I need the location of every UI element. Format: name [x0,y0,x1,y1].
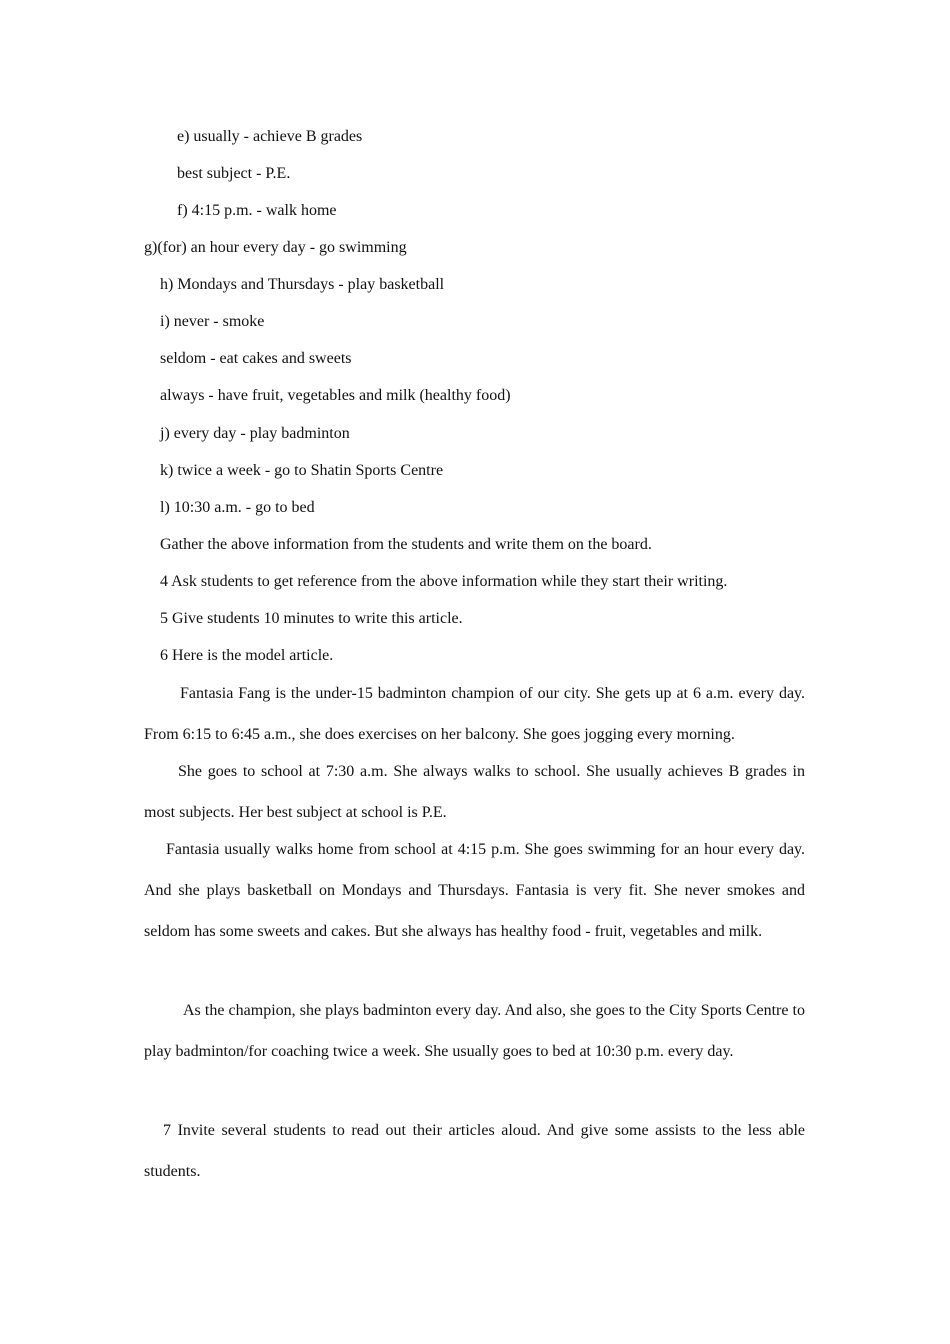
list-item-h: h) Mondays and Thursdays - play basketball [160,276,445,293]
list-item-e: e) usually - achieve B grades [177,128,363,145]
list-item-l: l) 10:30 a.m. - go to bed [160,499,315,516]
step-5: 5 Give students 10 minutes to write this article. [160,610,463,627]
list-item-k: k) twice a week - go to Shatin Sports Centre [160,462,444,479]
article-paragraph-3: Fantasia usually walks home from school at 4:15 p.m. She goes swimming for an hour every day. And she plays basketball on Mondays and Thursdays. Fantasia is very fit. She never smokes and seldom has some sweets and cakes. But she always has healthy food - fruit, vegetables and milk. [144,841,805,940]
list-item-best-subject: best subject - P.E. [177,165,291,182]
step-7: 7 Invite several students to read out their articles aloud. And give some assists to the less able students. [144,1122,805,1180]
list-item-g: g)(for) an hour every day - go swimming [144,239,407,256]
article-paragraph-4: As the champion, she plays badminton every day. And also, she goes to the City Sports Centre to play badminton/for coaching twice a week. She usually goes to bed at 10:30 p.m. every day. [144,1002,805,1060]
list-item-seldom: seldom - eat cakes and sweets [160,350,352,367]
article-paragraph-2: She goes to school at 7:30 a.m. She always walks to school. She usually achieves B grades in most subjects. Her best subject at school is P.E. [144,763,805,821]
list-item-i: i) never - smoke [160,313,265,330]
step-gather: Gather the above information from the students and write them on the board. [160,536,652,553]
step-6: 6 Here is the model article. [160,647,334,664]
list-item-j: j) every day - play badminton [160,425,350,442]
step-4: 4 Ask students to get reference from the above information while they start their writing. [160,573,728,590]
article-paragraph-1: Fantasia Fang is the under-15 badminton champion of our city. She gets up at 6 a.m. every day. From 6:15 to 6:45 a.m., she does exercises on her balcony. She goes jogging every morning. [144,685,805,743]
list-item-always: always - have fruit, vegetables and milk (healthy food) [160,387,511,404]
list-item-f: f) 4:15 p.m. - walk home [177,202,337,219]
